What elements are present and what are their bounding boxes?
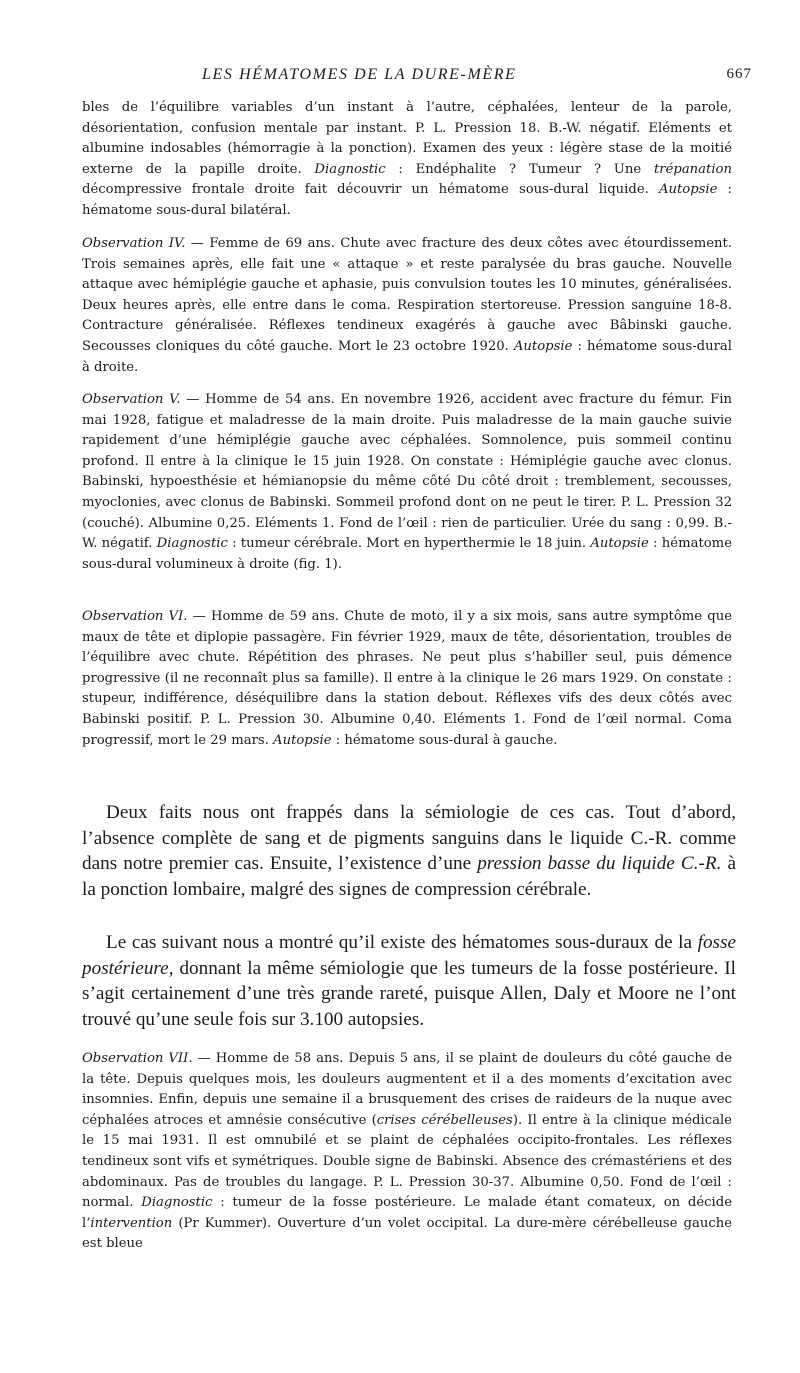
- emphasis-crises-cerebelleuses: crises cérébelleuses: [376, 1112, 513, 1128]
- observation-label: Observation VI.: [82, 609, 188, 624]
- autopsy-label: Autopsie: [273, 732, 332, 748]
- observation-label: Observation V.: [82, 392, 181, 407]
- paragraph-continuation: bles de l’équilibre variables d’un instant à l’autre, céphalées, lenteur de la parole, désorientation, confusion mentale par instant. P. L. Pression 18. B.-W. négatif. Eléments et albumine indosables (hémorragie à la ponction). Examen des yeux : légère stase de la moitié externe de la papille droite. Diagnostic : Endéphalite ? Tumeur ? Une trépanation décompressive frontale droite fait découvrir un hématome sous-dural liquide. Autopsie : hématome sous-dural bilatéral.: [82, 100, 732, 218]
- emphasis-pression-basse: pression basse du liquide C.-R.: [477, 853, 722, 875]
- page-header: [84, 66, 752, 88]
- observation-iv: Observation IV. — Femme de 69 ans. Chute avec fracture des deux côtes avec étourdissement. Trois semaines après, elle fait une « attaque » et reste paralysée du bras gauche. Nouvelle attaque avec hémiplégie gauche et aphasie, puis convulsion toutes les 10 minutes, généralisées. Deux heures après, elle entre dans le coma. Respiration stertoreuse. Pression sanguine 18-8. Contracture généralisée. Réflexes tendineux exagérés à gauche avec Bâbinski gauche. Secousses cloniques du côté gauche. Mort le 23 octobre 1920. Autopsie : hématome sous-dural à droite.: [82, 236, 732, 375]
- emphasis-fosse-posterieure: fosse postérieure: [82, 932, 736, 979]
- autopsy-label: Autopsie: [658, 182, 718, 198]
- autopsy-label: Autopsie: [590, 536, 649, 552]
- body-paragraph-1: Deux faits nous ont frappés dans la sémiologie de ces cas. Tout d’abord, l’absence complète de sang et de pigments sanguins dans le liquide C.-R. comme dans notre premier cas. Ensuite, l’existence d’une pression basse du liquide C.-R. à la ponction lombaire, malgré des signes de compression cérébrale.: [82, 802, 736, 900]
- body-paragraph-2: Le cas suivant nous a montré qu’il existe des hématomes sous-duraux de la fosse postérieure, donnant la même sémiologie que les tumeurs de la fosse postérieure. Il s’agit certainement d’une très grande rareté, puisque Allen, Daly et Moore ne l’ont trouvé qu’une seule fois sur 3.100 autopsies.: [82, 932, 736, 1030]
- observation-vii: Observation VII. — Homme de 58 ans. Depuis 5 ans, il se plaint de douleurs du côté gauche de la tête. Depuis quelques mois, les douleurs augmentent et il a des moments d’excitation avec insomnies. Enfin, depuis une semaine il a brusquement des crises de raideurs de la nuque avec céphalées atroces et amnésie consécutive (crises cérébelleuses). Il entre à la clinique médicale le 15 mai 1931. Il est omnubilé et se plaint de céphalées occipito-frontales. Les réflexes tendineux sont vifs et symétriques. Double signe de Babinski. Absence des crémastériens et des abdominaux. Pas de troubles du langage. P. L. Pression 30-37. Albumine 0,50. Fond de l’œil : normal. Diagnostic : tumeur de la fosse postérieure. Le malade étant comateux, on décide l’intervention (Pr Kummer). Ouverture d’un volet occipital. La dure-mère cérébelleuse gauche est bleue: [82, 1051, 732, 1252]
- diagnostic-label: Diagnostic: [314, 161, 386, 177]
- observation-label: Observation IV.: [82, 236, 186, 251]
- diagnostic-label: Diagnostic: [141, 1195, 213, 1211]
- running-title: LES HÉMATOMES DE LA DURE-MÈRE: [202, 66, 517, 83]
- trepanation-label: trépanation: [653, 161, 732, 177]
- diagnostic-label: Diagnostic: [156, 536, 228, 552]
- autopsy-label: Autopsie: [513, 338, 573, 354]
- observation-label: Observation VII.: [82, 1051, 193, 1066]
- intervention-label: intervention: [90, 1215, 173, 1231]
- page-number: 667: [726, 66, 752, 82]
- observation-v: Observation V. — Homme de 54 ans. En novembre 1926, accident avec fracture du fémur. Fin mai 1928, fatigue et maladresse de la main droite. Puis maladresse de la main gauche suivie rapidement d’une hémiplégie gauche avec céphalées. Somnolence, puis sommeil continu profond. Il entre à la clinique le 15 juin 1928. On constate : Hémiplégie gauche avec clonus. Babinski, hypoesthésie et hémianopsie du même côté Du côté droit : tremblement, secousses, myoclonies, avec clonus de Babinski. Sommeil profond dont on ne peut le tirer. P. L. Pression 32 (couché). Albumine 0,25. Eléments 1. Fond de l’œil : rien de particulier. Urée du sang : 0,99. B.-W. négatif. Diagnostic : tumeur cérébrale. Mort en hyperthermie le 18 juin. Autopsie : hématome sous-dural volumineux à droite (fig. 1).: [82, 392, 732, 572]
- observation-vi: Observation VI. — Homme de 59 ans. Chute de moto, il y a six mois, sans autre symptôme que maux de tête et diplopie passagère. Fin février 1929, maux de tête, désorientation, troubles de l’équilibre avec chute. Répétition des phrases. Ne peut plus s’habiller seul, puis démence progressive (il ne reconnaît plus sa famille). Il entre à la clinique le 26 mars 1929. On constate : stupeur, indifférence, déséquilibre dans la station debout. Réflexes vifs des deux côtés avec Babinski positif. P. L. Pression 30. Albumine 0,40. Eléments 1. Fond de l’œil normal. Coma progressif, mort le 29 mars. Autopsie : hématome sous-dural à gauche.: [82, 609, 732, 748]
